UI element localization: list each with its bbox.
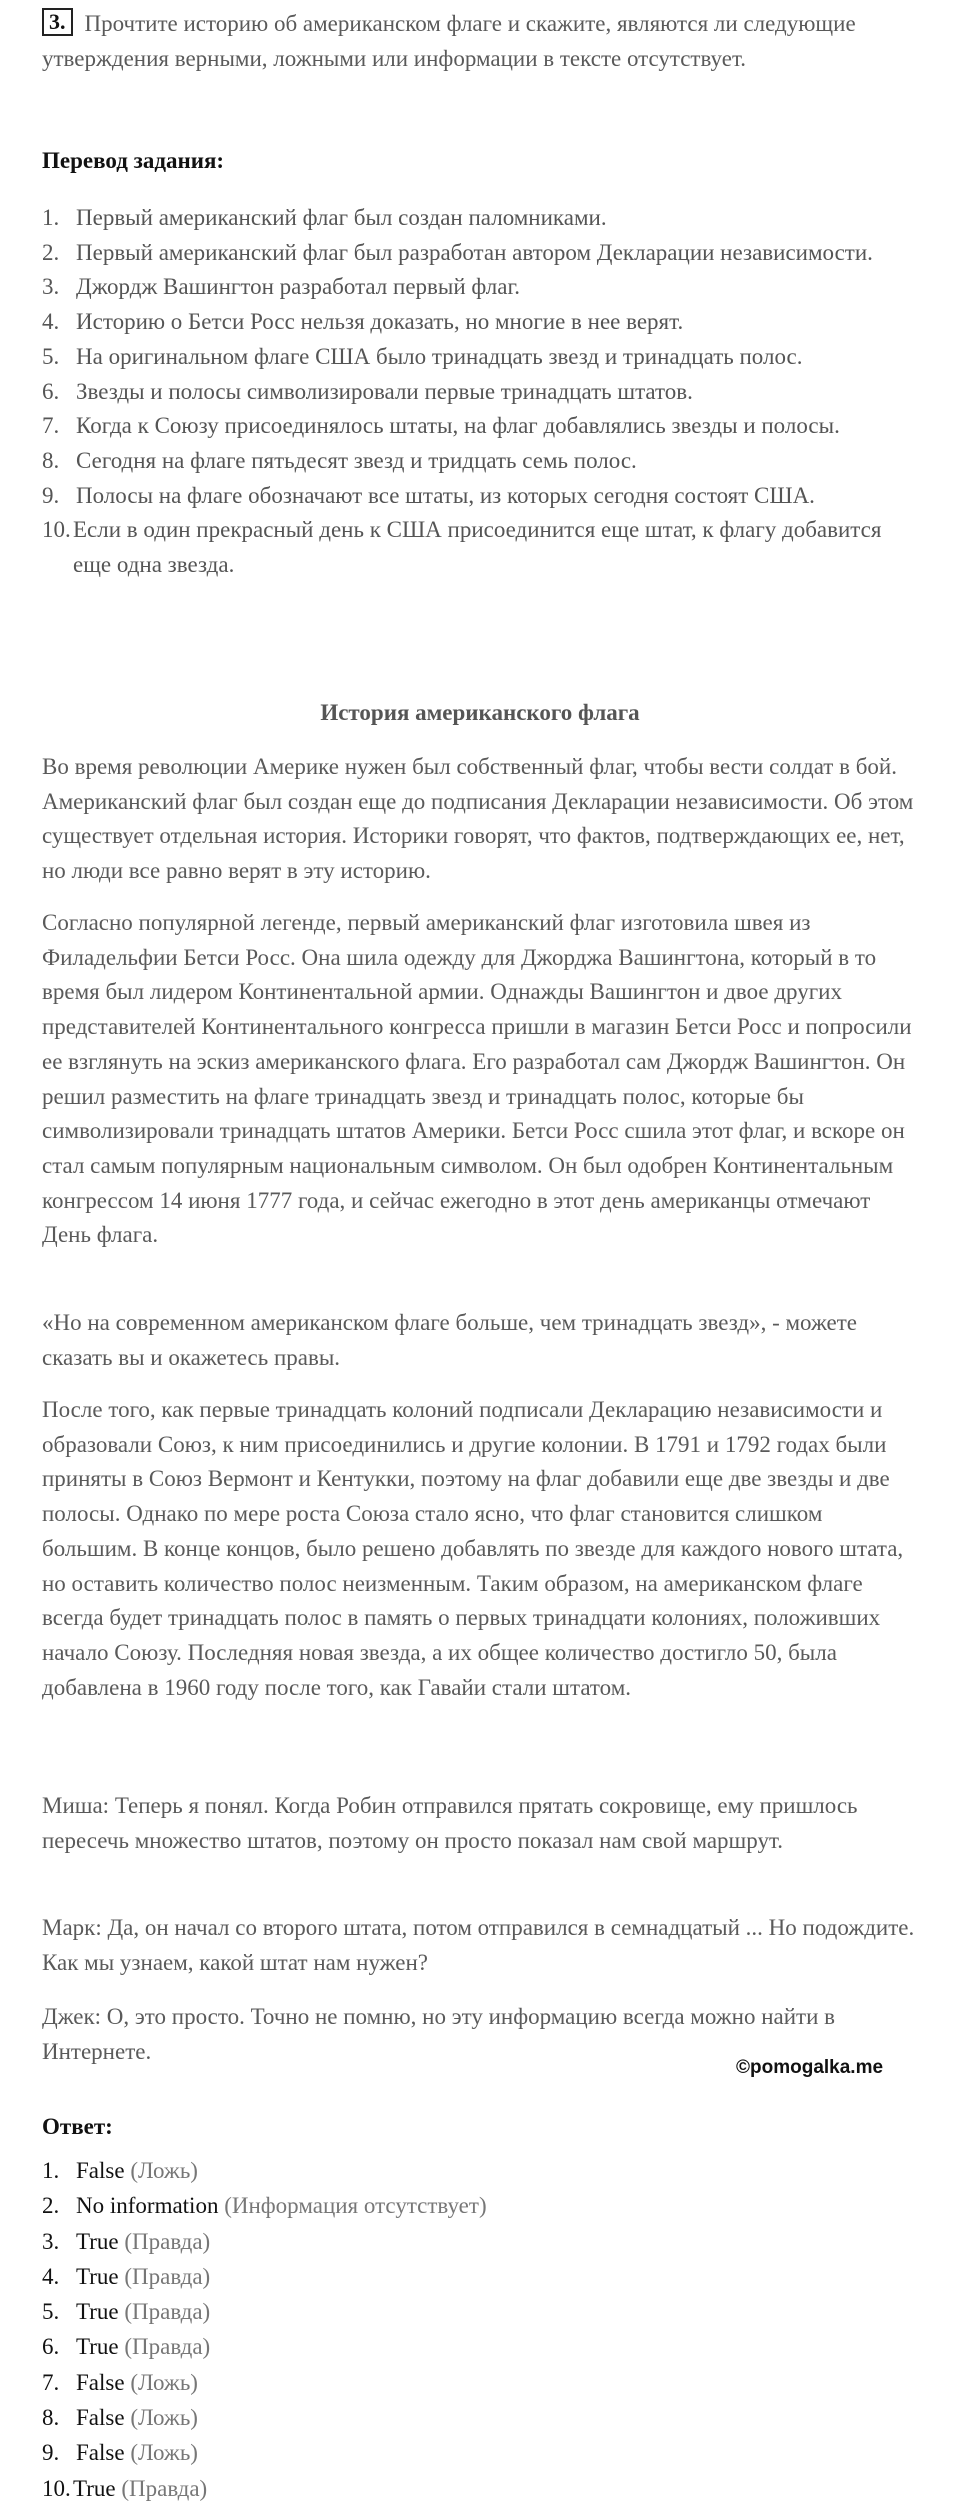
list-item	[42, 270, 922, 305]
list-item-number: 7.	[42, 413, 60, 439]
answer-value: True	[76, 2228, 119, 2254]
answer-item	[42, 2153, 922, 2188]
answer-translation: (Ложь)	[130, 2158, 198, 2183]
list-item-number: 4.	[42, 309, 60, 335]
story-paragraph: Во время революции Америке нужен был собственный флаг, чтобы вести солдат в бой. Американский флаг был создан еще до подписания Декларации независимости. Об этом существует отдельная история. Историки говорят, что фактов, подтверждающих ее, нет, но люди все равно верят в эту историю.	[42, 754, 914, 884]
story-paragraph: После того, как первые тринадцать колоний подписали Декларацию независимости и образовали Союз, к ним присоединились и другие колонии. В 1791 и 1792 годах были приняты в Союз Вермонт и Кентукки, поэтому на флаг добавили еще две звезды и две полосы. Однако по мере роста Союза стало ясно, что флаг становится слишком большим. В конце концов, было решено добавлять по звезде для каждого нового штата, но оставить количество полос неизменным. Таким образом, на американском флаге всегда будет тринадцать полос в память о первых тринадцати колониях, положивших начало Союзу. Последняя новая звезда, а их общее количество достигло 50, была добавлена в 1960 году после того, как Гавайи стали штатом.	[42, 1397, 904, 1700]
list-item-number: 2.	[42, 239, 60, 265]
answer-item	[42, 2435, 922, 2470]
story-paragraph: «Но на современном американском флаге больше, чем тринадцать звезд», - можете сказать вы и окажетесь правы.	[42, 1310, 858, 1370]
list-item-text: Сегодня на флаге пятьдесят звезд и тридцать семь полос.	[76, 447, 637, 473]
list-item-text: Если в один прекрасный день к США присоединится еще штат, к флагу добавится еще одна звезда.	[73, 517, 882, 578]
answer-translation: (Ложь)	[130, 2405, 198, 2431]
list-item-text: Первый американский флаг был создан паломниками.	[76, 205, 607, 230]
list-item-number: 5.	[42, 343, 60, 369]
list-item	[42, 340, 922, 375]
answer-number: 3.	[42, 2228, 60, 2254]
list-item-text: Когда к Союзу присоединялось штаты, на флаг добавлялись звезды и полосы.	[76, 413, 840, 439]
translation-heading: Перевод задания:	[42, 148, 225, 173]
dialogue-line: Миша: Теперь я понял. Когда Робин отправился прятать сокровище, ему пришлось пересечь множество штатов, поэтому он просто показал нам свой маршрут.	[42, 1793, 858, 1853]
answer-value: True	[76, 2263, 119, 2289]
answer-item	[42, 2224, 922, 2259]
list-item-text: Историю о Бетси Росс нельзя доказать, но многие в нее верят.	[76, 309, 684, 335]
list-item	[42, 375, 922, 410]
list-item	[42, 305, 922, 340]
answer-item	[42, 2329, 922, 2364]
answer-value: False	[76, 2369, 125, 2395]
list-item	[42, 513, 922, 582]
list-item-text: Полосы на флаге обозначают все штаты, из которых сегодня состоят США.	[76, 482, 815, 508]
list-item-number: 10.	[42, 517, 71, 543]
answer-item	[42, 2188, 922, 2223]
list-item-text: Первый американский флаг был разработан автором Декларации независимости.	[76, 239, 873, 265]
answer-number: 9.	[42, 2440, 60, 2466]
answer-number: 7.	[42, 2369, 60, 2395]
answer-number: 10.	[42, 2475, 71, 2501]
answer-value: No information	[76, 2193, 219, 2219]
answer-heading: Ответ:	[42, 2114, 113, 2139]
list-item-number: 9.	[42, 482, 60, 508]
list-item-number: 3.	[42, 274, 60, 300]
answer-item	[42, 2471, 922, 2506]
list-item-text: Звезды и полосы символизировали первые тринадцать штатов.	[76, 378, 693, 404]
answer-item	[42, 2400, 922, 2435]
answer-value: False	[76, 2405, 125, 2431]
answer-translation: (Информация отсутствует)	[224, 2193, 487, 2219]
answer-translation: (Ложь)	[130, 2369, 198, 2395]
list-item-number: 1.	[42, 205, 60, 230]
answer-translation: (Правда)	[121, 2475, 208, 2501]
translation-list	[42, 201, 922, 583]
list-item	[42, 236, 922, 271]
answer-number: 5.	[42, 2299, 60, 2325]
list-item-number: 6.	[42, 378, 60, 404]
answer-number: 4.	[42, 2263, 60, 2289]
list-item-text: На оригинальном флаге США было тринадцать звезд и тринадцать полос.	[76, 343, 803, 369]
list-item	[42, 444, 922, 479]
answer-translation: (Правда)	[124, 2334, 211, 2360]
task-number: 3.	[42, 8, 73, 36]
task-text: Прочтите историю об американском флаге и скажите, являются ли следующие утверждения верными, ложными или информации в тексте отсутствует.	[42, 11, 856, 71]
answer-item	[42, 2259, 922, 2294]
list-item	[42, 479, 922, 514]
task-statement	[42, 6, 922, 76]
answer-value: False	[76, 2440, 125, 2466]
list-item-text: Джордж Вашингтон разработал первый флаг.	[76, 274, 521, 300]
answer-value: True	[76, 2299, 119, 2325]
dialogue-line: Марк: Да, он начал со второго штата, потом отправился в семнадцатый ... Но подождите. Как мы узнаем, какой штат нам нужен?	[42, 1915, 915, 1975]
dialogue-line: Джек: О, это просто. Точно не помню, но эту информацию всегда можно найти в Интернете.	[42, 2004, 836, 2064]
answer-translation: (Правда)	[124, 2228, 211, 2254]
list-item	[42, 409, 922, 444]
watermark: ©pomogalka.me	[736, 2057, 884, 2078]
answer-item	[42, 2365, 922, 2400]
answer-number: 6.	[42, 2334, 60, 2360]
answer-translation: (Правда)	[124, 2263, 211, 2289]
list-item	[42, 201, 922, 236]
answer-item	[42, 2294, 922, 2329]
answer-translation: (Ложь)	[130, 2440, 198, 2466]
answer-number: 8.	[42, 2405, 60, 2431]
answer-number: 2.	[42, 2193, 60, 2219]
answer-value: True	[73, 2475, 116, 2501]
story-title: История американского флага	[320, 700, 640, 725]
answer-number: 1.	[42, 2158, 60, 2183]
answer-value: True	[76, 2334, 119, 2360]
answer-value: False	[76, 2158, 125, 2183]
list-item-number: 8.	[42, 447, 60, 473]
answer-translation: (Правда)	[124, 2299, 211, 2325]
story-paragraph: Согласно популярной легенде, первый американский флаг изготовила швея из Филадельфии Бетси Росс. Она шила одежду для Джорджа Вашингтона, который в то время был лидером Континентальной армии. Однажды Вашингтон и двое других представителей Континентального конгресса пришли в магазин Бетси Росс и попросили ее взглянуть на эскиз американского флага. Его разработал сам Джордж Вашингтон. Он решил разместить на флаге тринадцать звезд и тринадцать полос, которые бы символизировали тринадцать штатов Америки. Бетси Росс сшила этот флаг, и вскоре он стал самым популярным национальным символом. Он был одобрен Континентальным конгрессом 14 июня 1777 года, и сейчас ежегодно в этот день американцы отмечают День флага.	[42, 910, 912, 1248]
answer-list	[42, 2153, 922, 2506]
